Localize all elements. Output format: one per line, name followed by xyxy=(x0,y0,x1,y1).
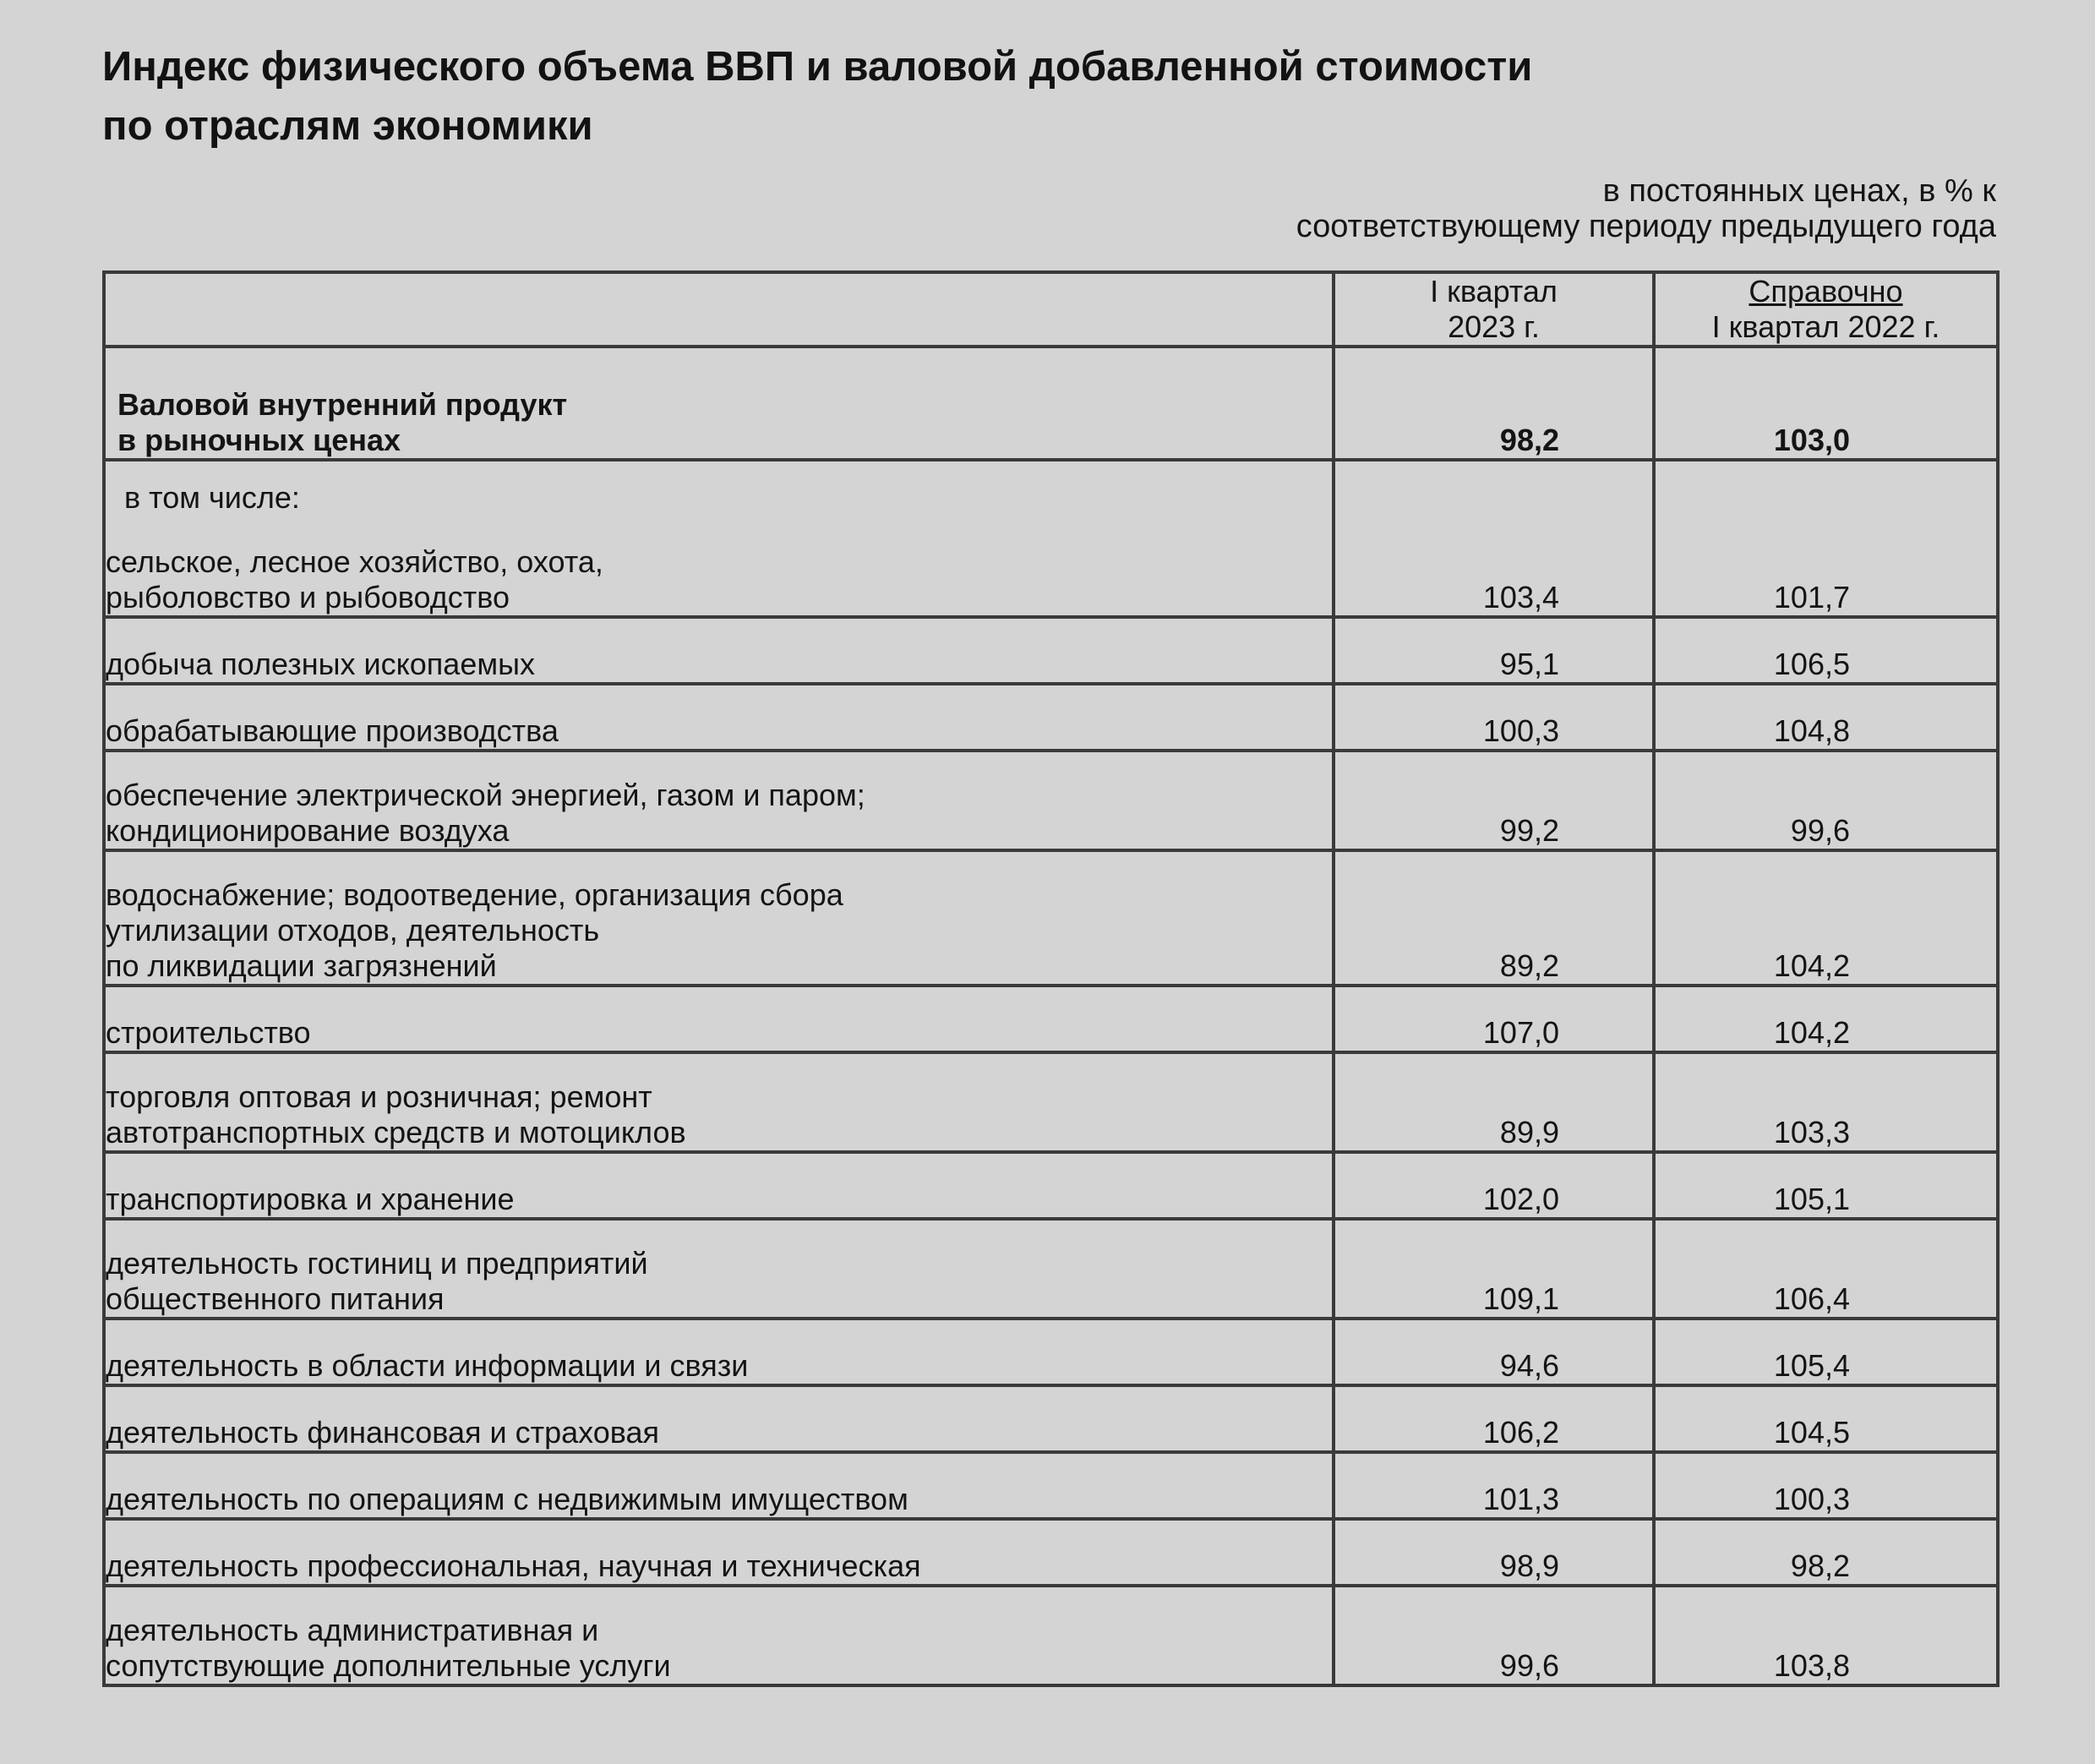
row-label: в том числе: сельское, лесное хозяйство, охота, рыболовство и рыбоводство xyxy=(104,460,1334,617)
header-reference-label: Справочно xyxy=(1749,274,1903,309)
title-line-2: по отраслям экономики xyxy=(102,103,593,149)
row-value-q1-2023: 99,2 xyxy=(1334,751,1654,850)
row-value-q1-2023: 89,2 xyxy=(1334,850,1654,986)
row-value-q1-2022: 98,2 xyxy=(1654,1519,1998,1586)
gdp-value-q1-2023: 98,2 xyxy=(1334,347,1654,460)
row-value-q1-2022: 106,5 xyxy=(1654,617,1998,684)
row-value-q1-2022: 104,8 xyxy=(1654,684,1998,751)
row-value-q1-2022: 104,5 xyxy=(1654,1385,1998,1452)
row-value-q1-2023: 109,1 xyxy=(1334,1219,1654,1319)
row-value-q1-2023: 95,1 xyxy=(1334,617,1654,684)
row-value-q1-2023: 98,9 xyxy=(1334,1519,1654,1586)
row-value-q1-2022: 105,4 xyxy=(1654,1319,1998,1385)
table-row xyxy=(104,1319,1998,1385)
table-row xyxy=(104,986,1998,1052)
row-value-q1-2022: 105,1 xyxy=(1654,1152,1998,1219)
row-label: деятельность финансовая и страховая xyxy=(104,1385,1334,1452)
header-cell-q1-2022: Справочно I квартал 2022 г. xyxy=(1654,272,1998,347)
row-value-q1-2023: 106,2 xyxy=(1334,1385,1654,1452)
row-label: деятельность профессиональная, научная и техническая xyxy=(104,1519,1334,1586)
table-row xyxy=(104,1385,1998,1452)
units-line-1: в постоянных ценах, в % к xyxy=(1602,173,1996,209)
page-title xyxy=(102,37,1792,156)
row-value-q1-2022: 103,3 xyxy=(1654,1052,1998,1152)
row-value-q1-2023: 103,4 xyxy=(1334,460,1654,617)
table-row xyxy=(104,1519,1998,1586)
table-row xyxy=(104,617,1998,684)
table-row xyxy=(104,1152,1998,1219)
row-label: добыча полезных ископаемых xyxy=(104,617,1334,684)
row-value-q1-2022: 106,4 xyxy=(1654,1219,1998,1319)
row-value-q1-2022: 99,6 xyxy=(1654,751,1998,850)
row-label: обеспечение электрической энергией, газом и паром; кондиционирование воздуха xyxy=(104,751,1334,850)
row-label: деятельность по операциям с недвижимым имуществом xyxy=(104,1452,1334,1519)
table-row xyxy=(104,1052,1998,1152)
row-value-q1-2022: 101,7 xyxy=(1654,460,1998,617)
gdp-index-table xyxy=(102,270,2000,1687)
row-value-q1-2023: 101,3 xyxy=(1334,1452,1654,1519)
row-label: деятельность гостиниц и предприятий общественного питания xyxy=(104,1219,1334,1319)
gdp-value-q1-2022: 103,0 xyxy=(1654,347,1998,460)
row-label: торговля оптовая и розничная; ремонт автотранспортных средств и мотоциклов xyxy=(104,1052,1334,1152)
table-row xyxy=(104,1586,1998,1685)
table-row xyxy=(104,850,1998,986)
row-value-q1-2022: 104,2 xyxy=(1654,986,1998,1052)
row-value-q1-2023: 107,0 xyxy=(1334,986,1654,1052)
header-cell-q1-2023: I квартал 2023 г. xyxy=(1334,272,1654,347)
including-label: в том числе: xyxy=(124,480,300,515)
row-value-q1-2023: 99,6 xyxy=(1334,1586,1654,1685)
row-label: деятельность административная и сопутствующие дополнительные услуги xyxy=(104,1586,1334,1685)
units-note xyxy=(982,173,1996,244)
title-line-1: Индекс физического объема ВВП и валовой добавленной стоимости xyxy=(102,44,1533,90)
table-row xyxy=(104,460,1998,617)
row-value-q1-2023: 102,0 xyxy=(1334,1152,1654,1219)
header-cell-indicator xyxy=(104,272,1334,347)
row-value-q1-2023: 89,9 xyxy=(1334,1052,1654,1152)
row-label: обрабатывающие производства xyxy=(104,684,1334,751)
row-value-q1-2022: 104,2 xyxy=(1654,850,1998,986)
table-row xyxy=(104,1452,1998,1519)
units-line-2: соответствующему периоду предыдущего года xyxy=(1296,209,1996,244)
row-value-q1-2022: 100,3 xyxy=(1654,1452,1998,1519)
row-value-q1-2023: 94,6 xyxy=(1334,1319,1654,1385)
table-row-gdp xyxy=(104,347,1998,460)
row-label: водоснабжение; водоотведение, организация сбора утилизации отходов, деятельность по ликвидации загрязнений xyxy=(104,850,1334,986)
row-label: строительство xyxy=(104,986,1334,1052)
row-label: деятельность в области информации и связи xyxy=(104,1319,1334,1385)
row-label: транспортировка и хранение xyxy=(104,1152,1334,1219)
table-header-row xyxy=(104,272,1998,347)
gdp-label: Валовой внутренний продукт в рыночных ценах xyxy=(104,347,1334,460)
table-row xyxy=(104,751,1998,850)
row-value-q1-2023: 100,3 xyxy=(1334,684,1654,751)
row-value-q1-2022: 103,8 xyxy=(1654,1586,1998,1685)
table-row xyxy=(104,1219,1998,1319)
table-row xyxy=(104,684,1998,751)
